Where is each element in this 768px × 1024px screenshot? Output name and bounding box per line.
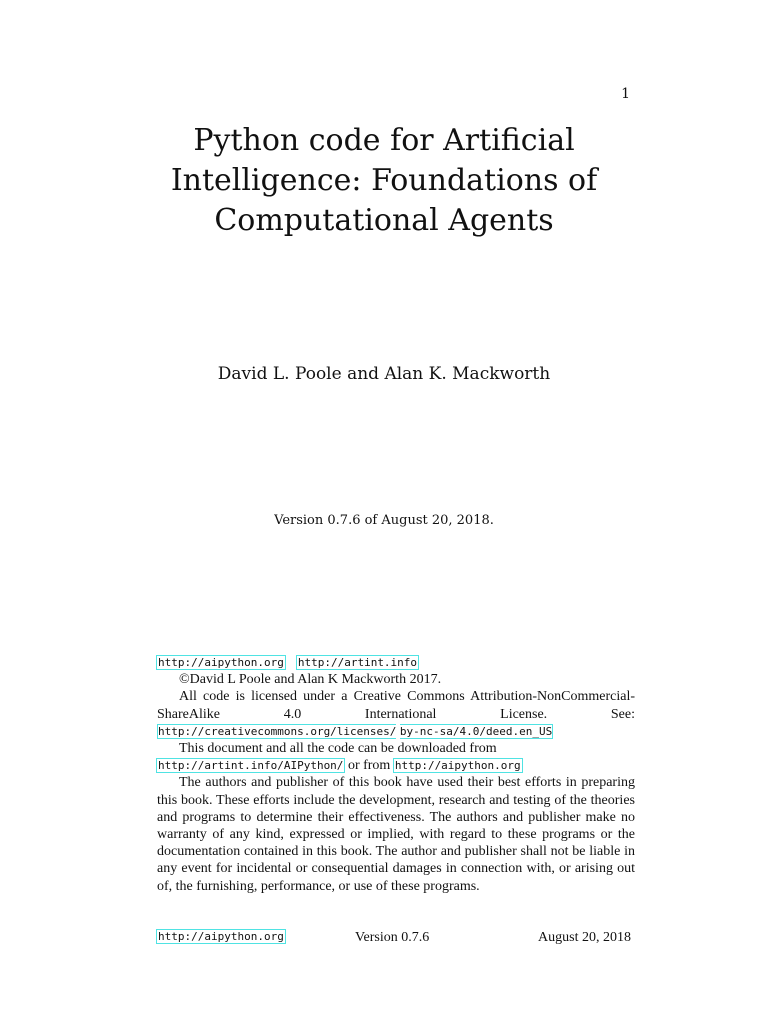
book-title — [0, 121, 768, 241]
footer-version: Version 0.7.6 — [355, 930, 430, 945]
title-line-2: Intelligence: Foundations of — [170, 163, 598, 198]
copyright-notice: ©David L Poole and Alan K Mackworth 2017. — [179, 672, 442, 688]
artint-aipython-link[interactable]: http://artint.info/AIPython/ — [158, 759, 344, 773]
front-matter-block — [157, 654, 635, 895]
or-from-text: or from — [344, 758, 394, 774]
download-text: This document and all the code can be downloaded from — [179, 741, 497, 757]
title-line-1: Python code for Artificial — [193, 123, 575, 158]
license-link-part-2[interactable]: by-nc-sa/4.0/deed.en_US — [399, 724, 553, 738]
website-links — [157, 654, 635, 671]
page-footer — [157, 930, 631, 950]
aipython-download-link[interactable]: http://aipython.org — [394, 759, 521, 773]
download-links — [157, 757, 635, 774]
aipython-link[interactable]: http://aipython.org — [158, 656, 284, 669]
page-number: 1 — [621, 86, 630, 102]
footer-aipython-link[interactable]: http://aipython.org — [158, 930, 284, 943]
artint-link[interactable]: http://artint.info — [297, 656, 418, 669]
license-paragraph — [157, 688, 635, 740]
footer-date: August 20, 2018 — [538, 930, 631, 945]
title-line-3: Computational Agents — [214, 203, 554, 238]
license-link-part-1[interactable]: http://creativecommons.org/licenses/ — [158, 724, 397, 738]
version-line: Version 0.7.6 of August 20, 2018. — [274, 513, 494, 528]
disclaimer-paragraph: The authors and publisher of this book have used their best efforts in preparing this book. These efforts include the development, research and testing of the theories and programs to determine their effectiveness. The authors and publisher make no warranty of any kind, expressed or implied, with regard to these programs or the documentation contained in this book. The author and publisher shall not be liable in any event for incidental or consequential damages in connection with, or arising out of, the furnishing, performance, or use of these programs. — [157, 775, 635, 894]
authors: David L. Poole and Alan K. Mackworth — [217, 364, 551, 384]
license-text: All code is licensed under a Creative Commons Attribution-NonCommercial-ShareAlike 4.0 International License. See: — [157, 689, 635, 722]
